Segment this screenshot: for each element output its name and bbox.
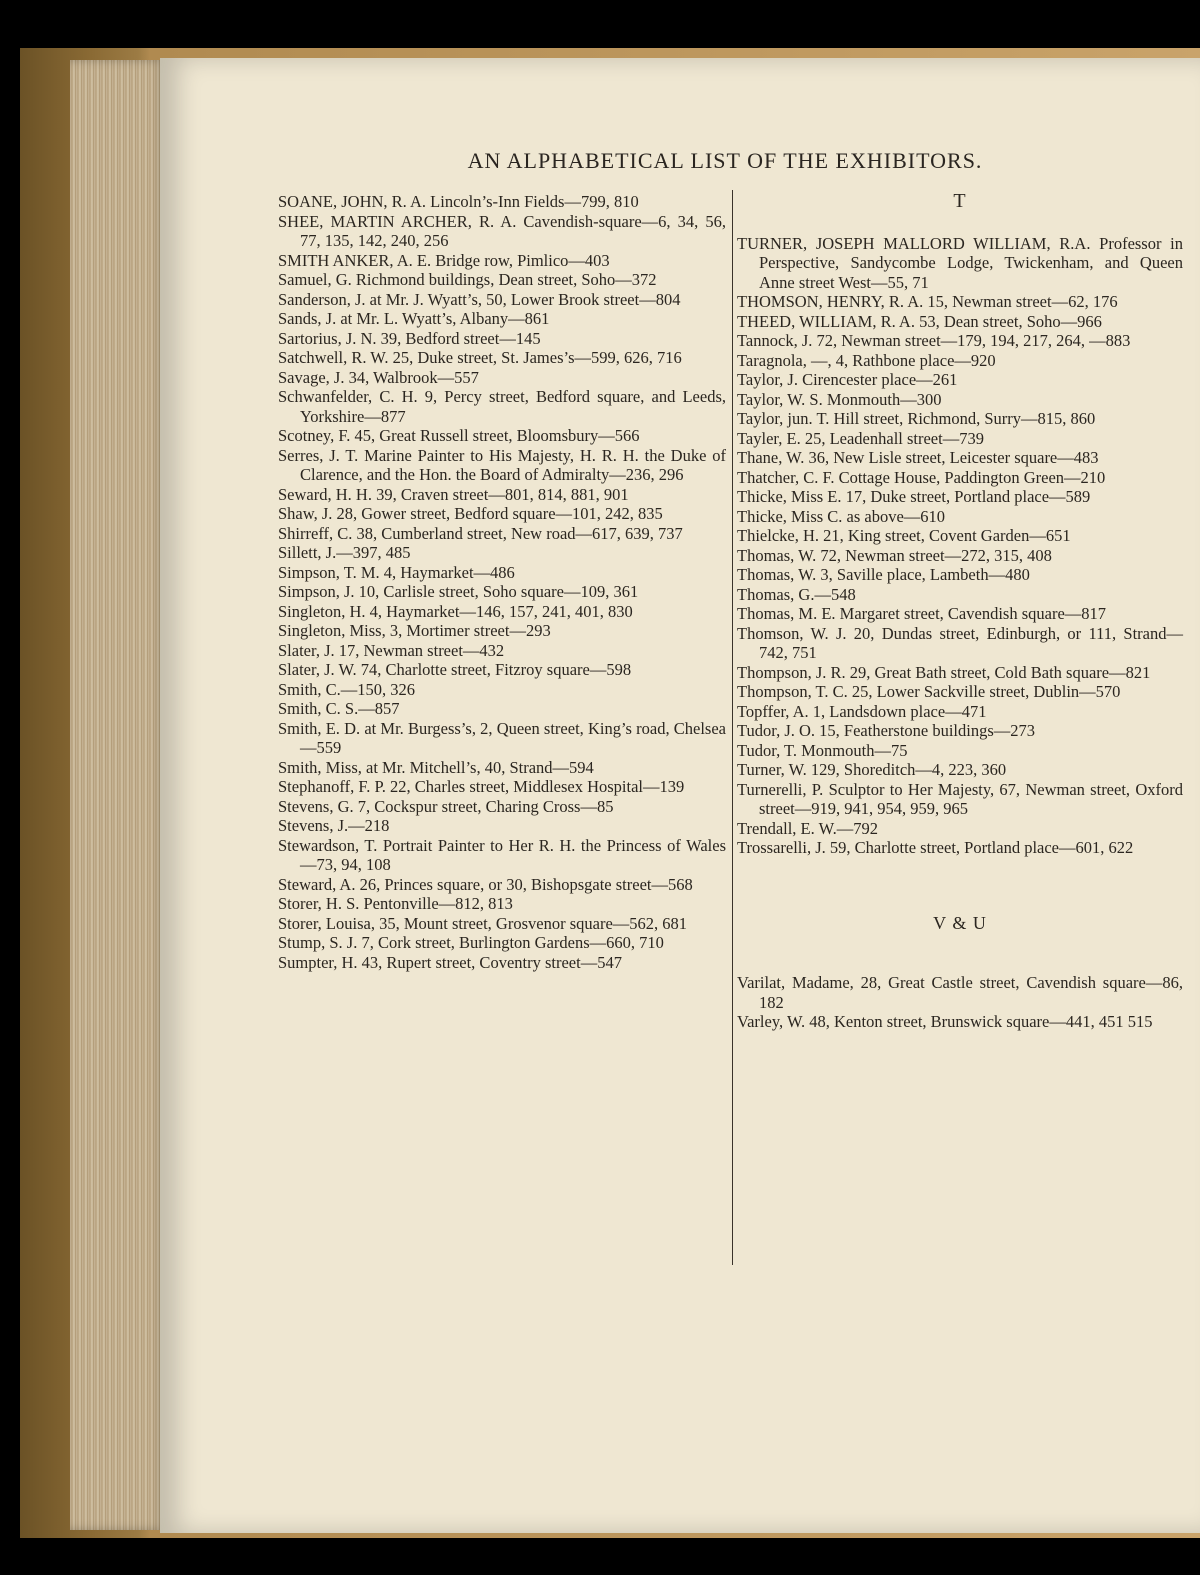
section-letter-vu: V & U: [933, 912, 987, 933]
exhibitor-entry: SMITH ANKER, A. E. Bridge row, Pimlico—403: [278, 250, 610, 270]
exhibitor-entry: Schwanfelder, C. H. 9, Percy street, Bedford square, and Leeds, Yorkshire—877: [278, 387, 726, 426]
exhibitor-entry: Topffer, A. 1, Landsdown place—471: [737, 701, 987, 721]
exhibitor-entry: Singleton, H. 4, Haymarket—146, 157, 241, 401, 830: [278, 601, 633, 621]
exhibitor-entry: THEED, WILLIAM, R. A. 53, Dean street, Soho—966: [737, 311, 1102, 331]
exhibitor-entry: Shaw, J. 28, Gower street, Bedford square—101, 242, 835: [278, 504, 663, 523]
exhibitor-entry: Sumpter, H. 43, Rupert street, Coventry street—547: [278, 952, 622, 972]
exhibitor-entry: Trossarelli, J. 59, Charlotte street, Portland place—601, 622: [737, 838, 1134, 857]
exhibitor-entry: Slater, J. 17, Newman street—432: [278, 640, 505, 660]
exhibitor-entry: SHEE, MARTIN ARCHER, R. A. Cavendish-square—6, 34, 56, 77, 135, 142, 240, 256: [278, 211, 726, 250]
section-vu-entries: [737, 973, 1183, 1032]
exhibitor-entry: Taylor, W. S. Monmouth—300: [737, 389, 942, 409]
exhibitor-entry: Thielcke, H. 21, King street, Covent Garden—651: [737, 526, 1071, 545]
exhibitor-entry: Tudor, J. O. 15, Featherstone buildings—273: [737, 721, 1036, 740]
exhibitor-entry: SOANE, JOHN, R. A. Lincoln’s-Inn Fields—799, 810: [278, 192, 639, 211]
exhibitor-entry: Tannock, J. 72, Newman street—179, 194, 217, 264, —883: [737, 331, 1131, 350]
page-heading: AN ALPHABETICAL LIST OF THE EXHIBITORS.: [467, 148, 983, 173]
exhibitor-entry: Varilat, Madame, 28, Great Castle street, Cavendish square—86, 182: [737, 973, 1183, 1012]
exhibitor-entry: Thompson, J. R. 29, Great Bath street, Cold Bath square—821: [737, 662, 1151, 682]
exhibitor-entry: Steward, A. 26, Princes square, or 30, Bishopsgate street—568: [278, 874, 693, 894]
column-divider: [732, 190, 733, 1265]
exhibitor-entry: Scotney, F. 45, Great Russell street, Bloomsbury—566: [278, 426, 640, 445]
exhibitor-entry: Thomas, M. E. Margaret street, Cavendish square—817: [737, 604, 1107, 623]
exhibitor-entry: Savage, J. 34, Walbrook—557: [278, 367, 479, 387]
exhibitor-entry: THOMSON, HENRY, R. A. 15, Newman street—62, 176: [737, 292, 1118, 311]
section-t-entries: [737, 234, 1183, 858]
exhibitor-entry: Thicke, Miss E. 17, Duke street, Portland place—589: [737, 487, 1091, 506]
exhibitor-entry: Taylor, J. Cirencester place—261: [737, 370, 958, 389]
exhibitor-entry: TURNER, JOSEPH MALLORD WILLIAM, R.A. Professor in Perspective, Sandycombe Lodge, Twickenham, and Queen Anne street West—55, 71: [737, 233, 1183, 292]
exhibitor-entry: Simpson, T. M. 4, Haymarket—486: [278, 562, 515, 582]
exhibitor-entry: Stewardson, T. Portrait Painter to Her R. H. the Princess of Wales—73, 94, 108: [278, 835, 726, 874]
exhibitor-entry: Stevens, G. 7, Cockspur street, Charing Cross—85: [278, 796, 614, 816]
exhibitor-entry: Samuel, G. Richmond buildings, Dean street, Soho—372: [278, 270, 657, 289]
exhibitor-entry: Stephanoff, F. P. 22, Charles street, Middlesex Hospital—139: [278, 777, 685, 796]
exhibitor-entry: Thicke, Miss C. as above—610: [737, 506, 946, 526]
exhibitor-entry: Thatcher, C. F. Cottage House, Paddington Green—210: [737, 467, 1106, 487]
exhibitor-entry: Thompson, T. C. 25, Lower Sackville street, Dublin—570: [737, 682, 1121, 701]
exhibitor-entry: Trendall, E. W.—792: [737, 818, 879, 838]
section-letter-t: T: [953, 190, 967, 212]
exhibitor-entry: Turnerelli, P. Sculptor to Her Majesty, 67, Newman street, Oxford street—919, 941, 954, 959, 965: [737, 779, 1183, 818]
exhibitor-entry: Smith, C. S.—857: [278, 699, 400, 718]
exhibitor-entry: Slater, J. W. 74, Charlotte street, Fitzroy square—598: [278, 660, 632, 679]
exhibitor-entry: Seward, H. H. 39, Craven street—801, 814, 881, 901: [278, 484, 629, 504]
exhibitor-entry: Simpson, J. 10, Carlisle street, Soho square—109, 361: [278, 582, 639, 601]
exhibitor-entry: Smith, Miss, at Mr. Mitchell’s, 40, Strand—594: [278, 757, 594, 777]
exhibitor-entry: Satchwell, R. W. 25, Duke street, St. James’s—599, 626, 716: [278, 348, 682, 367]
exhibitor-entry: Singleton, Miss, 3, Mortimer street—293: [278, 621, 551, 640]
exhibitor-entry: Sanderson, J. at Mr. J. Wyatt’s, 50, Lower Brook street—804: [278, 289, 681, 309]
left-column: [278, 192, 726, 972]
exhibitor-entry: Smith, E. D. at Mr. Burgess’s, 2, Queen street, King’s road, Chelsea—559: [278, 718, 726, 757]
exhibitor-entry: Thomas, W. 3, Saville place, Lambeth—480: [737, 565, 1030, 584]
right-column: [737, 192, 1183, 1032]
exhibitor-entry: Taylor, jun. T. Hill street, Richmond, Surry—815, 860: [737, 409, 1096, 428]
exhibitor-entry: Stump, S. J. 7, Cork street, Burlington Gardens—660, 710: [278, 933, 664, 952]
exhibitor-entry: Turner, W. 129, Shoreditch—4, 223, 360: [737, 760, 1007, 779]
exhibitor-entry: Stevens, J.—218: [278, 816, 390, 835]
exhibitor-entry: Varley, W. 48, Kenton street, Brunswick square—441, 451 515: [737, 1012, 1153, 1031]
exhibitor-entry: Thomas, W. 72, Newman street—272, 315, 408: [737, 545, 1052, 565]
exhibitor-entry: Thane, W. 36, New Lisle street, Leicester square—483: [737, 448, 1099, 467]
exhibitor-entry: Sillett, J.—397, 485: [278, 543, 411, 562]
exhibitor-entry: Shirreff, C. 38, Cumberland street, New road—617, 639, 737: [278, 523, 683, 543]
exhibitor-entry: Serres, J. T. Marine Painter to His Majesty, H. R. H. the Duke of Clarence, and the Hon. the Board of Admiralty—236, 296: [278, 445, 726, 484]
exhibitor-entry: Thomson, W. J. 20, Dundas street, Edinburgh, or 111, Strand—742, 751: [737, 623, 1183, 662]
exhibitor-entry: Storer, H. S. Pentonville—812, 813: [278, 894, 513, 913]
exhibitor-entry: Sartorius, J. N. 39, Bedford street—145: [278, 328, 541, 348]
exhibitor-entry: Tayler, E. 25, Leadenhall street—739: [737, 428, 984, 448]
exhibitor-entry: Storer, Louisa, 35, Mount street, Grosvenor square—562, 681: [278, 913, 688, 933]
exhibitor-entry: Taragnola, —, 4, Rathbone place—920: [737, 350, 996, 370]
exhibitor-entry: Tudor, T. Monmouth—75: [737, 740, 908, 760]
exhibitor-entry: Sands, J. at Mr. L. Wyatt’s, Albany—861: [278, 309, 550, 328]
exhibitor-entry: Thomas, G.—548: [737, 584, 856, 604]
exhibitor-entry: Smith, C.—150, 326: [278, 679, 416, 699]
page-edges: [70, 60, 166, 1530]
